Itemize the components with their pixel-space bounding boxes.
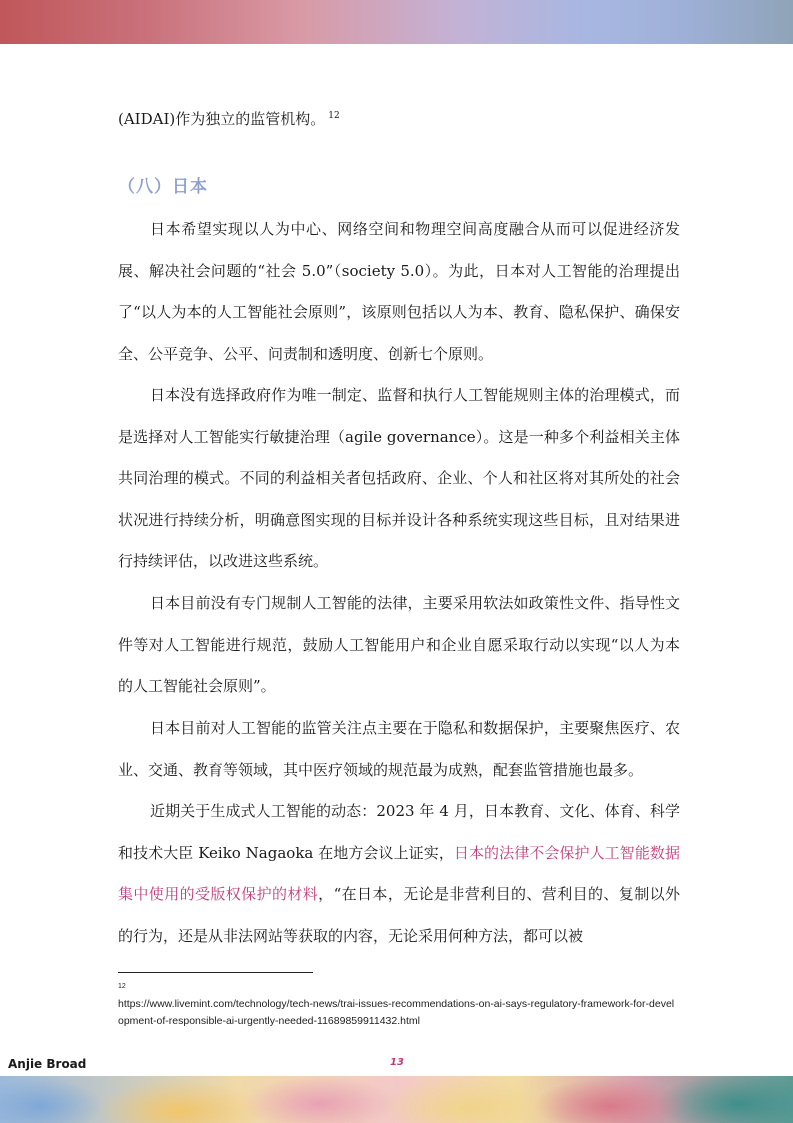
section-heading: （八）日本 <box>118 177 208 197</box>
generative-ai-text-after: ，“在日本，无论是非营利目的、营利目的、复制以外的行为，还是从非法网站等获取的内容，无论采用何种方法，都可以被 <box>118 885 680 945</box>
top-decorative-band <box>0 0 793 44</box>
footnote-reference[interactable]: 12 <box>328 111 340 121</box>
bottom-decorative-band <box>0 1076 793 1123</box>
paragraph-privacy-focus: 日本目前对人工智能的监管关注点主要在于隐私和数据保护，主要聚焦医疗、农业、交通、教育等领域，其中医疗领域的规范最为成熟，配套监管措施也最多。 <box>118 719 680 779</box>
footnote-url[interactable]: https://www.livemint.com/technology/tech-news/trai-issues-recommendations-on-ai-says-regulatory-framework-for-development-of-responsible-ai-urgently-needed-11689859911432.html <box>118 998 675 1027</box>
footnote-divider <box>118 972 313 973</box>
paragraph-society-5: 日本希望实现以人为中心、网络空间和物理空间高度融合从而可以促进经济发展、解决社会问题的“社会 5.0”（society 5.0）。为此，日本对人工智能的治理提出了“以人为本的人工智能社会原则”，该原则包括以人为本、教育、隐私保护、确保安全、公平竞争、公平、问责制和透明度、创新七个原则。 <box>118 220 680 363</box>
paragraph-soft-law: 日本目前没有专门规制人工智能的法律，主要采用软法如政策性文件、指导性文件等对人工智能进行规范，鼓励人工智能用户和企业自愿采取行动以实现“以人为本的人工智能社会原则”。 <box>118 594 680 695</box>
page-number: 13 <box>390 1057 404 1068</box>
highlighted-statement: 日本的法律不会保护人工智能数据集中使用的受版权保护的材料 <box>118 843 680 903</box>
paragraph-generative-ai <box>118 791 680 957</box>
footnote-number: 12 <box>118 983 126 990</box>
footer-brand: Anjie Broad <box>8 1057 87 1071</box>
generative-ai-text-before: 近期关于生成式人工智能的动态：2023 年 4 月，日本教育、文化、体育、科学和技术大臣 Keiko Nagaoka 在地方会议上证实， <box>118 802 680 862</box>
continuation-paragraph <box>118 96 680 141</box>
paragraph-agile-governance: 日本没有选择政府作为唯一制定、监督和执行人工智能规则主体的治理模式，而是选择对人工智能实行敏捷治理（agile governance）。这是一种多个利益相关主体共同治理的模式。不同的利益相关者包括政府、企业、个人和社区将对其所处的社会状况进行持续分析，明确意图实现的目标并设计各种系统实现这些目标，且对结果进行持续评估，以改进这些系统。 <box>118 386 680 570</box>
continuation-text: (AIDAI)作为独立的监管机构。 <box>118 110 326 128</box>
